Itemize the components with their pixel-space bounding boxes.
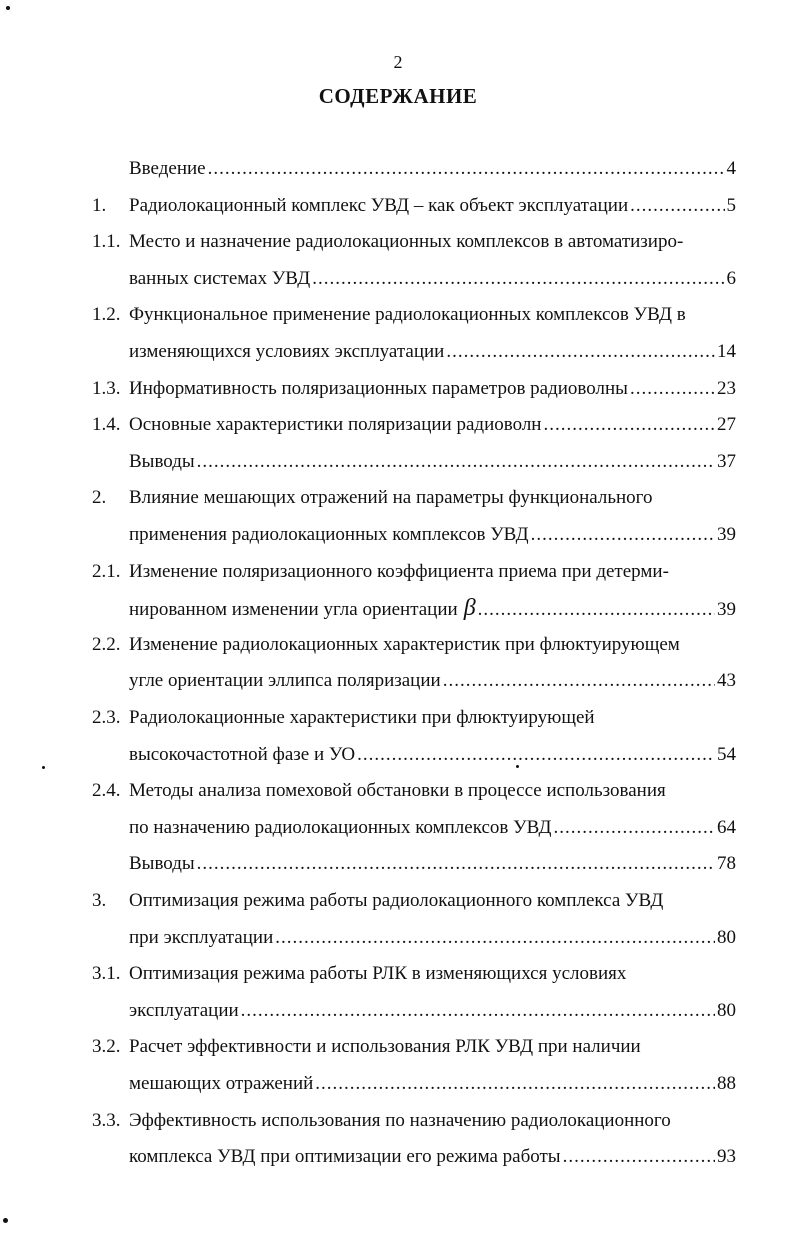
toc-leader-line [129, 410, 736, 440]
toc-leader-line [129, 447, 736, 477]
toc-entry-number: 3.1. [92, 963, 121, 984]
toc-leader-line [129, 264, 736, 294]
toc-leader-line [129, 813, 736, 843]
toc-line [0, 886, 796, 916]
toc-entry-number: 2.4. [92, 780, 121, 801]
toc-entry-text: Изменение поляризационного коэффициента приема при детерми- [129, 561, 669, 582]
toc-entry-text: при эксплуатации [129, 927, 274, 948]
toc-page-number: 54 [717, 744, 736, 765]
toc-entry-text: Функциональное применение радиолокационных комплексов УВД в [129, 304, 686, 325]
toc-leader-line [129, 666, 736, 696]
toc-entry-number: 1.1. [92, 231, 121, 252]
page-title: СОДЕРЖАНИЕ [318, 84, 478, 108]
toc-entry-text: Эффективность использования по назначению радиолокационного [129, 1110, 671, 1131]
scan-speck [42, 766, 45, 769]
toc-leader-line [129, 1069, 736, 1099]
toc-entry-text: Влияние мешающих отражений на параметры функционального [129, 487, 653, 508]
toc-entry-text: ванных системах УВД [129, 268, 311, 289]
toc-entry-number: 1. [92, 195, 107, 216]
toc-entry-text: Изменение радиолокационных характеристик при флюктуирующем [129, 634, 680, 655]
toc-entry-text: по назначению радиолокационных комплексов УВД [129, 817, 552, 838]
toc-line [0, 996, 796, 1026]
toc-entry-text: эксплуатации [129, 1000, 239, 1021]
dot-leader [563, 1142, 715, 1172]
scan-speck [6, 6, 10, 10]
toc-entry-text: изменяющихся условиях эксплуатации [129, 341, 445, 362]
toc-entry-number: 1.4. [92, 414, 121, 435]
dot-leader [315, 1069, 715, 1099]
dot-leader [197, 849, 715, 879]
dot-leader [197, 447, 715, 477]
toc-page-number: 27 [717, 414, 736, 435]
toc-line [0, 1142, 796, 1172]
toc-page-number: 37 [717, 451, 736, 472]
toc-entry-text: Оптимизация режима работы РЛК в изменяющихся условиях [129, 963, 627, 984]
toc-line [0, 923, 796, 953]
toc-entry-number: 2.3. [92, 707, 121, 728]
dot-leader [553, 813, 715, 843]
toc-entry-text: применения радиолокационных комплексов УВД [129, 524, 529, 545]
toc-page-number: 6 [726, 268, 736, 289]
toc-page-number: 64 [717, 817, 736, 838]
toc-line [0, 630, 796, 660]
toc-entry-text: Методы анализа помеховой обстановки в процессе использования [129, 780, 666, 801]
toc-page-number: 4 [726, 158, 736, 179]
dot-leader [630, 374, 715, 404]
toc-leader-line [129, 849, 736, 879]
toc-line [0, 776, 796, 806]
toc-page-number: 5 [726, 195, 736, 216]
toc-entry-text: Радиолокационные характеристики при флюктуирующей [129, 707, 595, 728]
toc-entry-text: мешающих отражений [129, 1073, 314, 1094]
toc-entry-number: 2.2. [92, 634, 121, 655]
beta-symbol: β [463, 595, 476, 621]
toc-entry-text: Основные характеристики поляризации радиоволн [129, 414, 542, 435]
dot-leader [531, 520, 715, 550]
toc-line [0, 666, 796, 696]
page-number: 2 [393, 52, 403, 72]
dot-leader [446, 337, 715, 367]
dot-leader [312, 264, 724, 294]
toc-page-number: 88 [717, 1073, 736, 1094]
toc-entry-text: высокочастотной фазе и УО [129, 744, 356, 765]
toc-leader-line [129, 154, 736, 184]
toc-line [0, 959, 796, 989]
toc-line [0, 557, 796, 587]
toc-line [0, 849, 796, 879]
toc-line [0, 483, 796, 513]
toc-entry-number: 3.3. [92, 1110, 121, 1131]
toc-page-number: 39 [717, 599, 736, 620]
toc-page-number: 80 [717, 927, 736, 948]
dot-leader [241, 996, 715, 1026]
toc-entry-number: 2.1. [92, 561, 121, 582]
dot-leader [208, 154, 725, 184]
toc-line [0, 447, 796, 477]
toc-page-number: 43 [717, 670, 736, 691]
toc-line [0, 703, 796, 733]
toc-page-number: 14 [717, 341, 736, 362]
toc-line [0, 337, 796, 367]
toc-leader-line [129, 740, 736, 770]
toc-page-number: 23 [717, 378, 736, 399]
toc-entry-number: 1.3. [92, 378, 121, 399]
toc-leader-line [129, 996, 736, 1026]
toc-entry-text: Информативность поляризационных параметров радиоволны [129, 378, 628, 399]
toc-leader-line [129, 923, 736, 953]
dot-leader [543, 410, 715, 440]
toc-entry-text: Место и назначение радиолокационных комплексов в автоматизиро- [129, 231, 684, 252]
toc-leader-line [129, 593, 736, 625]
toc-line [0, 374, 796, 404]
toc-page-number: 93 [717, 1146, 736, 1167]
toc-entry-text: комплекса УВД при оптимизации его режима работы [129, 1146, 561, 1167]
toc-line [0, 1106, 796, 1136]
scan-speck [3, 1218, 8, 1223]
toc-line [0, 410, 796, 440]
toc-line [0, 520, 796, 550]
toc-leader-line [129, 337, 736, 367]
toc-line [0, 154, 796, 184]
toc-entry-text: угле ориентации эллипса поляризации [129, 670, 441, 691]
toc-entry-text: нированном изменении угла ориентации [129, 599, 458, 620]
dot-leader [478, 595, 715, 625]
toc-page-number: 80 [717, 1000, 736, 1021]
toc-line [0, 740, 796, 770]
toc-entry-text: Введение [129, 158, 206, 179]
toc-entry-number: 2. [92, 487, 107, 508]
toc-entry-number: 3. [92, 890, 107, 911]
toc-line [0, 300, 796, 330]
dot-leader [443, 666, 715, 696]
toc-entry-number: 3.2. [92, 1036, 121, 1057]
dot-leader [275, 923, 715, 953]
toc-page-number: 78 [717, 853, 736, 874]
toc-page-number: 39 [717, 524, 736, 545]
toc-line [0, 1032, 796, 1062]
toc-line [0, 264, 796, 294]
toc-line [0, 1069, 796, 1099]
dot-leader [630, 191, 724, 221]
toc-entry-text: Оптимизация режима работы радиолокационного комплекса УВД [129, 890, 664, 911]
toc-entry-number: 1.2. [92, 304, 121, 325]
toc-leader-line [129, 191, 736, 221]
toc-entry-text: Расчет эффективности и использования РЛК УВД при наличии [129, 1036, 641, 1057]
toc-line [0, 593, 796, 623]
scan-speck [516, 765, 519, 768]
toc-entry-text: Выводы [129, 853, 195, 874]
toc-leader-line [129, 374, 736, 404]
dot-leader [357, 740, 715, 770]
toc-entry-text: Радиолокационный комплекс УВД – как объект эксплуатации [129, 195, 629, 216]
toc-leader-line [129, 1142, 736, 1172]
toc-entry-text: Выводы [129, 451, 195, 472]
toc-line [0, 227, 796, 257]
toc-leader-line [129, 520, 736, 550]
toc-line [0, 191, 796, 221]
toc-line [0, 813, 796, 843]
